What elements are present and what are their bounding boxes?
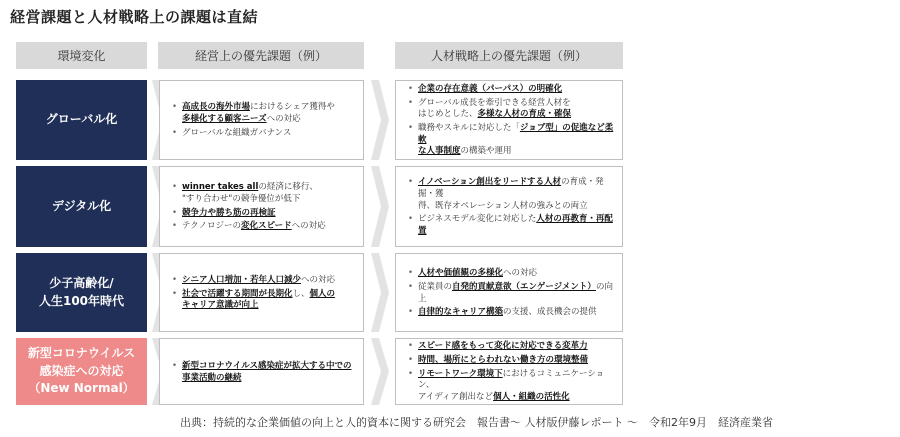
business-priority-cell-aging-society: [159, 253, 364, 332]
emphasis-text: 人材や価値観の多様化: [418, 268, 504, 279]
header-environment-change: 環境変化: [16, 42, 147, 69]
bullet-item: [408, 282, 614, 305]
bullet-item: [172, 102, 355, 125]
emphasis-text: シニア人口増加・若年人口減少: [182, 274, 302, 285]
bullet-item: [172, 275, 355, 287]
emphasis-text: 個人・組織の活性化: [493, 392, 570, 403]
emphasis-text: 自律的なキャリア構築: [418, 307, 504, 318]
bullet-item: [172, 289, 355, 312]
emphasis-text: 変化スピード: [241, 221, 292, 232]
emphasis-text: winner takes all: [182, 182, 259, 193]
bullet-list: [408, 82, 614, 160]
source-citation: 出典：持続的な企業価値の向上と人的資本に関する研究会 報告書～ 人材版伊藤レポート ～ 令和2年9月 経済産業省: [180, 416, 773, 429]
bullet-list: [408, 266, 614, 321]
bullet-item: [408, 177, 614, 212]
bullet-text: への対応: [266, 114, 301, 125]
bullet-item: [408, 214, 614, 237]
bullet-text: 職務やスキルに対応した「: [418, 123, 520, 133]
bullet-text: "すり合わせ"の競争優位が低下: [182, 193, 301, 204]
bullet-text: ビジネスモデル変化に対応した: [418, 214, 537, 225]
emphasis-text: な人事制度: [418, 146, 461, 157]
bullet-text: グローバル成長を牽引できる経営人材を: [418, 97, 571, 108]
business-priority-cell-globalization: [159, 80, 364, 160]
bullet-list: [408, 339, 614, 406]
bullet-item: [408, 355, 614, 367]
bullet-text: 得、既存オペレーション人材の強みとの両立: [418, 200, 588, 211]
emphasis-text: 企業の存在意義（パーパス）の明確化: [418, 83, 563, 94]
bullet-text: アイディア創出など: [418, 392, 494, 403]
bullet-item: [408, 268, 614, 280]
bullet-list: [172, 273, 355, 314]
bullet-text: の経済に移行、: [258, 182, 318, 193]
bullet-text: におけるシェア獲得や: [250, 102, 335, 113]
bullet-item: [408, 369, 614, 404]
emphasis-text: 多様な人材の育成・確保: [477, 109, 572, 120]
emphasis-text: 新型コロナウイルス感染症が拡大する中での: [182, 360, 352, 371]
bullet-item: [408, 341, 614, 353]
bullet-text: し、: [292, 288, 310, 299]
bullet-item: [172, 361, 355, 384]
bullet-text: テクノロジーの: [182, 221, 241, 232]
hr-priority-cell-aging-society: [395, 253, 623, 332]
bullet-text: への対応: [503, 268, 538, 279]
row-label-line: （New Normal）: [28, 381, 135, 396]
hr-priority-cell-digitalization: [395, 166, 623, 247]
bullet-item: [408, 123, 614, 158]
page-title: 経営課題と人材戦略上の課題は直結: [10, 8, 259, 26]
bullet-list: [172, 180, 355, 235]
bullet-text: 従業員の: [418, 281, 453, 292]
row-label-line: 感染症への対応: [39, 363, 124, 378]
row-label-globalization: [16, 80, 147, 160]
bullet-list: [172, 100, 355, 141]
emphasis-text: 事業活動の継続: [182, 372, 242, 383]
bullet-item: [172, 221, 355, 233]
chevron-right-icon: [367, 166, 391, 247]
hr-priority-cell-covid-response: [395, 338, 623, 405]
bullet-list: [408, 175, 614, 240]
bullet-text: の構築や運用: [460, 146, 512, 157]
bullet-item: [172, 128, 355, 140]
row-label-digitalization: [16, 166, 147, 247]
emphasis-text: 競争力や勝ち筋の再検証: [182, 207, 276, 218]
row-label-covid-response: [16, 338, 147, 405]
hr-priority-cell-globalization: [395, 80, 623, 160]
business-priority-cell-digitalization: [159, 166, 364, 247]
emphasis-text: キャリア意識が向上: [182, 300, 259, 311]
chevron-right-icon: [367, 80, 391, 160]
emphasis-text: 社会で活躍する期間が長期化: [182, 288, 293, 299]
header-hr-priorities: 人材戦略上の優先課題（例）: [395, 42, 623, 69]
bullet-text: への対応: [291, 221, 326, 232]
bullet-item: [408, 84, 614, 96]
row-label-line: 新型コロナウイルス: [27, 346, 136, 361]
emphasis-text: リモートワーク環境下: [418, 368, 503, 379]
chevron-right-icon: [367, 338, 391, 405]
emphasis-text: 時間、場所にとらわれない働き方の環境整備: [418, 354, 589, 365]
row-label-line: 少子高齢化/: [49, 276, 114, 291]
bullet-text: の向上: [418, 281, 613, 304]
bullet-text: の育成・発掘・獲: [418, 177, 604, 199]
emphasis-text: 多様化する顧客ニーズ: [182, 114, 267, 125]
bullet-text: への対応: [301, 274, 336, 285]
bullet-item: [408, 98, 614, 121]
row-label-line: 人生100年時代: [38, 293, 125, 308]
chevron-right-icon: [367, 253, 391, 332]
emphasis-text: 個人の: [309, 288, 336, 299]
emphasis-text: 高成長の海外市場: [182, 102, 251, 113]
bullet-text: はじめとした、: [418, 109, 478, 120]
emphasis-text: ジョブ型」の促進など柔軟: [418, 123, 614, 145]
bullet-list: [172, 359, 355, 386]
bullet-item: [172, 208, 355, 220]
bullet-text: グローバルな組織ガバナンス: [182, 127, 292, 138]
header-business-priorities: 経営上の優先課題（例）: [158, 42, 364, 69]
bullet-item: [172, 182, 355, 205]
row-label-line: デジタル化: [51, 198, 112, 213]
row-label-aging-society: [16, 253, 147, 332]
bullet-text: におけるコミュニケーション、: [418, 368, 605, 391]
bullet-text: の支援、成長機会の提供: [503, 307, 597, 318]
emphasis-text: スピード感をもって変化に対応できる変革力: [418, 341, 588, 352]
emphasis-text: 自発的貢献意欲（エンゲージメント）: [452, 281, 596, 292]
emphasis-text: イノベーション創出をリードする人材: [418, 177, 562, 188]
emphasis-text: 人材の再教育・再配置: [418, 214, 613, 237]
bullet-item: [408, 307, 614, 319]
business-priority-cell-covid-response: [159, 338, 364, 405]
row-label-line: グローバル化: [45, 112, 118, 127]
